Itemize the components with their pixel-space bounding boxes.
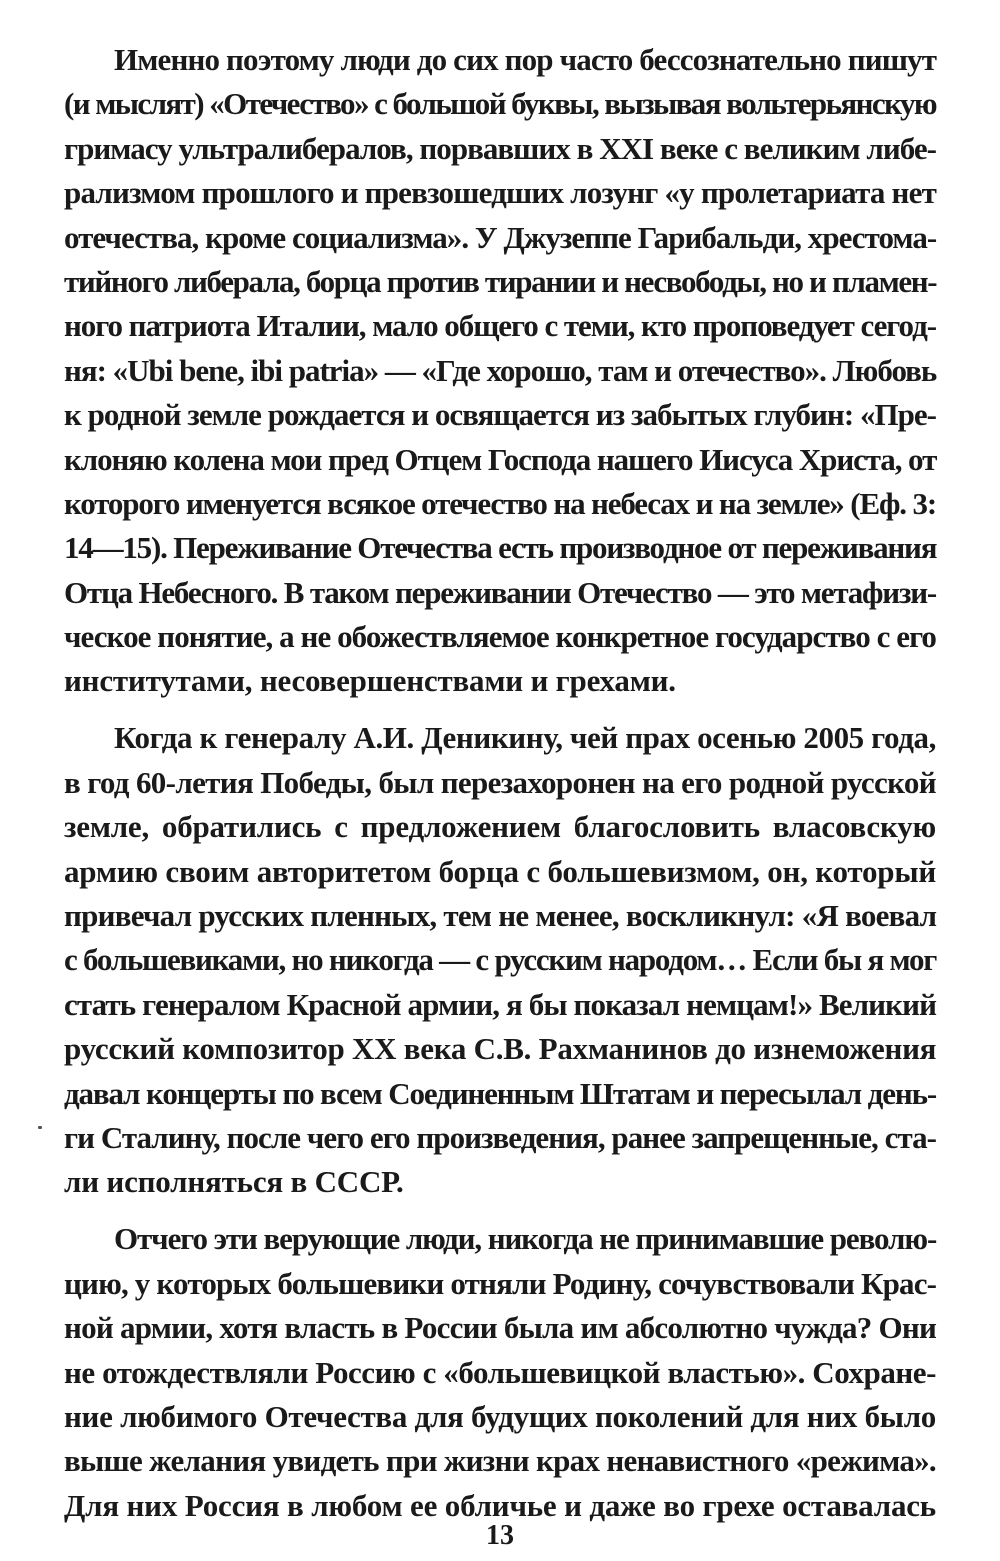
text-line: с большевиками, но никогда — с русским народом… Если бы я мог	[64, 942, 937, 978]
text-line: стать генералом Красной армии, я бы показал немцам!» Великий	[64, 986, 937, 1022]
text-line: ли исполняться в СССР.	[64, 1164, 404, 1200]
text-line: ного патриота Италии, мало общего с теми, кто проповедует сегод-	[64, 308, 936, 344]
text-line: выше желания увидеть при жизни крах ненавистного «режима».	[64, 1443, 936, 1479]
text-line: которого именуется всякое отечество на небесах и на земле» (Еф. 3:	[64, 485, 936, 521]
text-line: ной армии, хотя власть в России была им абсолютно чужда? Они	[64, 1310, 937, 1346]
text-line: цию, у которых большевики отняли Родину, сочувствовали Крас-	[64, 1265, 937, 1301]
body-text	[64, 38, 936, 1541]
text-line: ческое понятие, а не обожествляемое конкретное государство с его	[64, 619, 936, 655]
text-line: (и мыслят) «Отечество» с большой буквы, вызывая вольтерьянскую	[64, 86, 936, 122]
text-line: не отождествляли Россию с «большевицкой властью». Сохране-	[64, 1354, 936, 1390]
page-number: 13	[486, 1520, 514, 1551]
text-line: клоняю колена мои пред Отцем Господа нашего Иисуса Христа, от	[64, 441, 937, 477]
text-line: тийного либерала, борца против тирании и несвободы, но и пламен-	[64, 263, 937, 299]
text-line: Отчего эти верующие люди, никогда не принимавшие револю-	[114, 1221, 937, 1257]
text-line: институтами, несовершенствами и грехами.	[64, 663, 676, 699]
text-line: Когда к генералу А.И. Деникину, чей прах осенью 2005 года,	[114, 720, 936, 756]
paragraph-3	[64, 1217, 936, 1528]
text-line: привечал русских пленных, тем не менее, воскликнул: «Я воевал	[64, 898, 937, 934]
text-line: ние любимого Отечества для будущих поколений для них было	[64, 1398, 936, 1434]
text-line: армию своим авторитетом борца с большевизмом, он, который	[64, 853, 936, 889]
text-line: давал концерты по всем Соединенным Штатам и пересылал день-	[64, 1075, 937, 1111]
scan-speck	[38, 1126, 42, 1129]
text-line: гримасу ультралибералов, порвавших в XXI веке с великим либе-	[64, 130, 936, 166]
text-line: к родной земле рождается и освящается из забытых глубин: «Пре-	[64, 397, 936, 433]
paragraph-2	[64, 716, 936, 1204]
text-line: русский композитор XX века С.В. Рахманинов до изнеможения	[64, 1031, 937, 1067]
text-line: 14—15). Переживание Отечества есть производное от переживания	[64, 530, 937, 566]
text-line: рализмом прошлого и превзошедших лозунг «у пролетариата нет	[64, 175, 936, 211]
paragraph-1	[64, 38, 936, 704]
text-line: ги Сталину, после чего его произведения, ранее запрещенные, ста-	[64, 1119, 936, 1155]
text-line: в год 60-летия Победы, был перезахоронен на его родной русской	[64, 764, 936, 800]
text-line: отечества, кроме социализма». У Джузеппе Гарибальди, хрестома-	[64, 219, 937, 255]
text-line: Именно поэтому люди до сих пор часто бессознательно пишут	[114, 42, 937, 77]
text-line: ня: «Ubi bene, ibi patria» — «Где хорошо, там и отечество». Любовь	[64, 352, 937, 388]
text-line: Отца Небесного. В таком переживании Отечество — это метафизи-	[64, 574, 936, 610]
text-line: Для них Россия в любом ее обличье и даже во грехе оставалась	[64, 1487, 936, 1523]
text-line: земле, обратились с предложением благословить власовскую	[64, 809, 936, 845]
